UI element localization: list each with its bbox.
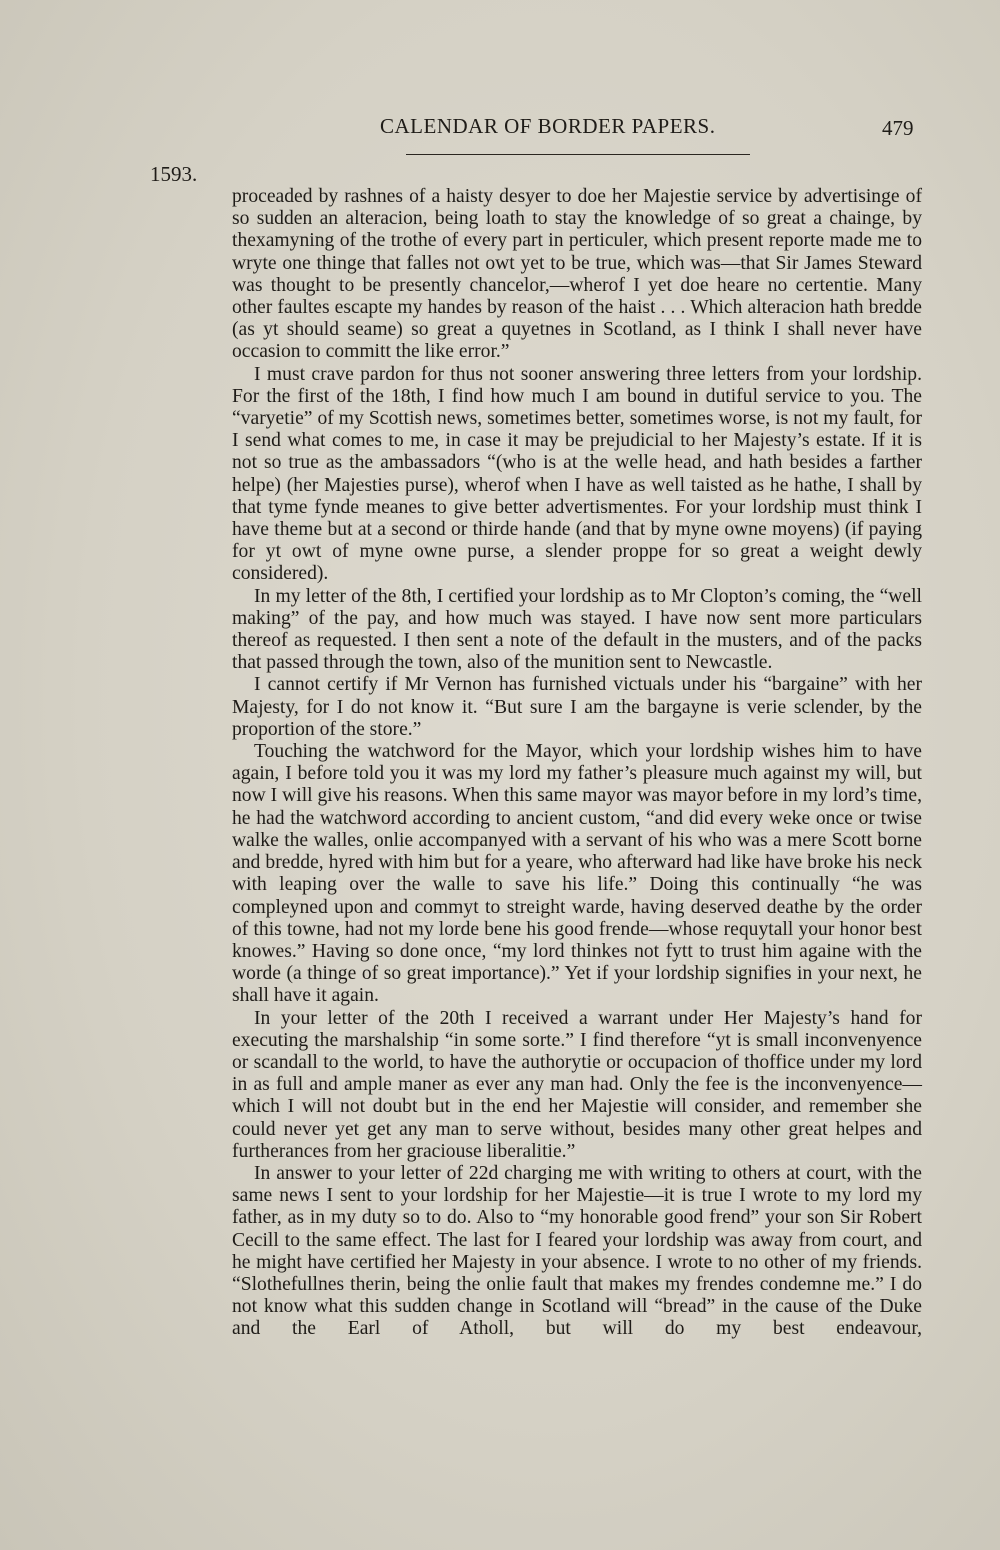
margin-year: 1593. <box>150 162 198 186</box>
body-text <box>232 186 922 1341</box>
paragraph: In your letter of the 20th I received a warrant under Her Majesty’s hand for executing the marshalship “in some sorte.” I find therefore “yt is small inconvenyence or scandall to the world, to have the authorytie or occupacion of thoffice under my lord in as full and ample maner as ever any man had. Only the fee is the inconvenyence—which I will not doubt but in the end her Majestie will consider, and remember she could never yet get any man to serve without, besides many other great helpes and furtherances from her graciouse liberalitie.” <box>232 1007 922 1162</box>
paragraph: In my letter of the 8th, I certified your lordship as to Mr Clopton’s coming, the “well making” of the pay, and how much was stayed. I have now sent more particulars thereof as requested. I then sent a note of the default in the musters, and of the packs that passed through the town, also of the munition sent to Newcastle. <box>232 585 922 674</box>
running-title: CALENDAR OF BORDER PAPERS. <box>380 114 716 138</box>
paragraph: I must crave pardon for thus not sooner answering three letters from your lordship. For the first of the 18th, I find how much I am bound in dutiful service to you. The “varyetie” of my Scottish news, sometimes better, sometimes worse, is not my fault, for I send what comes to me, in case it may be prejudicial to her Majesty’s estate. If it is not so true as the ambassadors “(who is at the welle head, and hath besides a farther helpe) (her Majesties purse), wherof when I have as well taisted as he hathe, I shall by that tyme fynde meanes to give better advertismentes. For your lordship must think I have theme but at a second or thirde hande (and that by myne owne moyens) (if paying for yt owt of myne owne purse, a slender proppe for so great a weight dewly considered). <box>232 363 922 585</box>
paragraph: In answer to your letter of 22d charging me with writing to others at court, with the same news I sent to your lordship for her Majestie—it is true I wrote to my lord my father, as in my duty so to do. Also to “my honorable good frend” your son Sir Robert Cecill to the same effect. The last for I feared your lordship was away from court, and he might have certified her Majesty in your absence. I wrote to no other of my friends. “Slothefullnes therin, being the onlie fault that makes my frendes condemne me.” I do not know what this sudden change in Scotland will “bread” in the cause of the Duke and the Earl of Atholl, but will do my best endeavour, <box>232 1162 922 1340</box>
paragraph: proceaded by rashnes of a haisty desyer to doe her Majestie service by advertisinge of so sudden an alteracion, being loath to stay the knowledge of so great a chainge, by thexamyning of the trothe of every part in perticuler, which present reporte made me to wryte one thinge that falles not owt yet to be true, which was—that Sir James Steward was thought to be presently chancelor,—wherof I yet doe heare no certentie. Many other faultes escapte my handes by reason of the haist . . . Which alteracion hath bredde (as yt should seame) so great a quyetnes in Scotland, as I think I shall never have occasion to committ the like error.” <box>232 186 922 363</box>
paragraph: Touching the watchword for the Mayor, which your lordship wishes him to have again, I before told you it was my lord my father’s pleasure much against my will, but now I will give his reasons. When this same mayor was mayor before in my lord’s time, he had the watchword according to ancient custom, “and did every weke once or twise walke the walles, onlie accompanyed with a servant of his who was a mere Scott borne and bredde, hyred with him but for a yeare, who afterward had like have broke his neck with leaping over the walle to save his life.” Doing this continually “he was compleyned upon and commyt to streight warde, having deserved deathe by the order of this towne, had not my lorde bene his good frende—whose requytall your honor best knowes.” Having so done once, “my lord thinkes not fytt to trust him againe with the worde (a thinge of so great importance).” Yet if your lordship signifies in your next, he shall have it again. <box>232 741 922 1007</box>
page-number: 479 <box>882 116 914 140</box>
header-rule <box>406 154 750 155</box>
paragraph: I cannot certify if Mr Vernon has furnished victuals under his “bargaine” with her Majesty, for I do not know it. “But sure I am the bargayne is verie sclender, by the proportion of the store.” <box>232 674 922 740</box>
